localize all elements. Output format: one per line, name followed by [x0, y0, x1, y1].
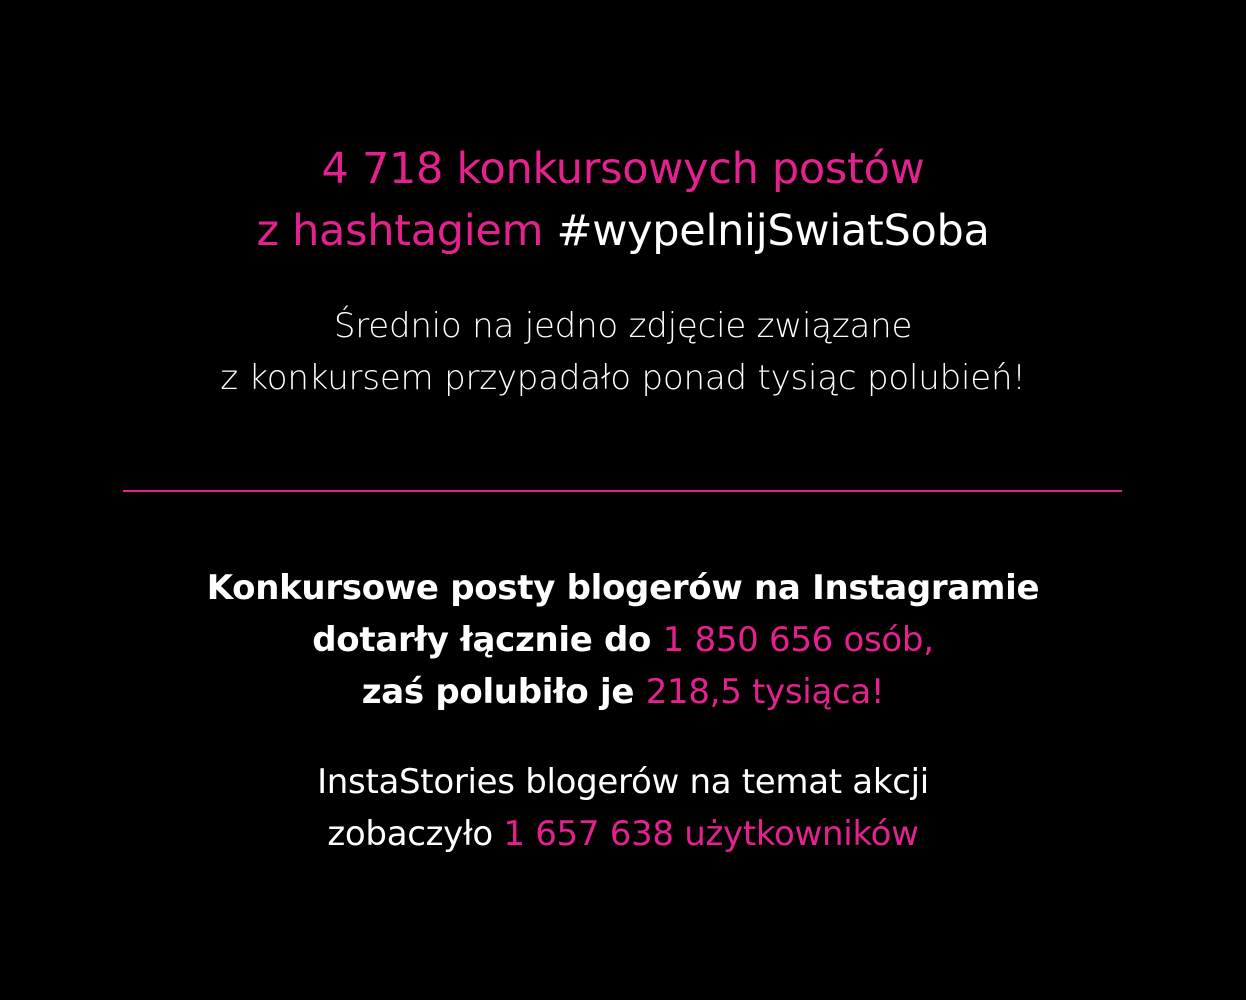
subtitle-line-1: Średnio na jedno zdjęcie związane	[333, 306, 913, 346]
stories-views-line	[0, 808, 1246, 860]
subtitle-line-2: z konkursem przypadało ponad tysiąc polubień!	[220, 358, 1026, 398]
stats-likes-value: 218,5 tysiąca!	[645, 672, 885, 712]
headline-posts-count: 4 718 konkursowych postów	[321, 144, 925, 194]
stats-reach-value: 1 850 656 osób,	[662, 620, 934, 660]
average-likes-text	[0, 300, 1246, 404]
stats-likes-prefix: zaś polubiło je	[361, 672, 635, 712]
headline-hashtag-prefix: z hashtagiem	[256, 206, 544, 256]
stats-reach-prefix: dotarły łącznie do	[312, 620, 652, 660]
instagram-reach-stats	[0, 562, 1246, 718]
headline-hashtag-line	[0, 200, 1246, 262]
stats-line-1: Konkursowe posty blogerów na Instagramie	[206, 568, 1040, 608]
stats-reach-line	[0, 614, 1246, 666]
headline	[0, 138, 1246, 262]
stories-line-1: InstaStories blogerów na temat akcji	[317, 762, 929, 802]
stats-likes-line	[0, 666, 1246, 718]
stories-views-prefix: zobaczyło	[327, 814, 493, 854]
instastories-stats	[0, 756, 1246, 860]
hashtag-text: #wypelnijSwiatSoba	[556, 206, 990, 256]
section-divider	[123, 490, 1122, 492]
stories-views-value: 1 657 638 użytkowników	[503, 814, 919, 854]
